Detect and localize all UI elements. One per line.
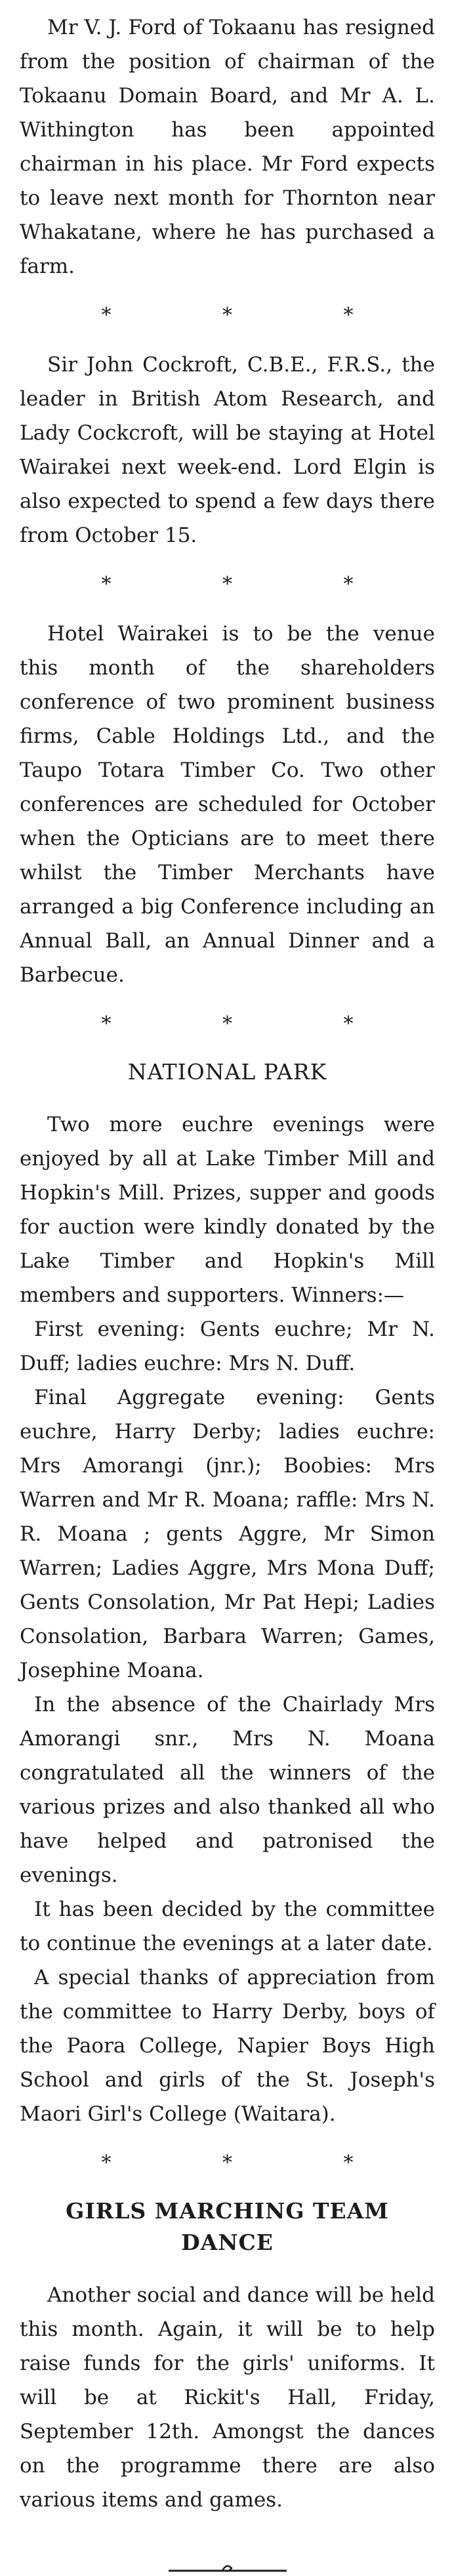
paragraph-special-thanks: A special thanks of appreciation from the committee to Harry Derby, boys of the Paora College, Napier Boys High School and girls of the St. Joseph's Maori Girl's College (Waitara).	[20, 1966, 435, 2126]
heading-line: GIRLS MARCHING TEAM	[66, 2198, 389, 2224]
star-separator: * * *	[101, 573, 406, 596]
paragraph-cockcroft-visit: Sir John Cockroft, C.B.E., F.R.S., the leader in British Atom Research, and Lady Cockcroft, will be staying at Hotel Wairakei next week-end. Lord Elgin is also expected to spend a few days there from October 15.	[20, 353, 435, 547]
end-rule-ornament	[162, 2556, 293, 2576]
paragraph-final-aggregate: Final Aggregate evening: Gents euchre, Harry Derby; ladies euchre: Mrs Amorangi (jnr.); Boobies: Mrs Warren and Mr R. Moana; raffle: Mrs N. R. Moana ; gents Aggre, Mr Simon Warren; Ladies Aggre, Mrs Mona Duff; Gents Consolation, Mr Pat Hepi; Ladies Consolation, Barbara Warren; Games, Josephine Moana.	[20, 1386, 435, 1682]
star-separator: * * *	[101, 2151, 406, 2174]
heading-national-park: NATIONAL PARK	[127, 1059, 327, 1085]
paragraph-social-dance: Another social and dance will be held this month. Again, it will be to help raise funds for the girls' uniforms. It will be at Rickit's Hall, Friday, September 12th. Amongst the dances on the programme there are also various items and games.	[20, 2283, 435, 2512]
heading-line: DANCE	[181, 2230, 274, 2255]
paragraph-ford-resignation: Mr V. J. Ford of Tokaanu has resigned from the position of chairman of the Tokaanu Domain Board, and Mr A. L. Withington has been appointed chairman in his place. Mr Ford expects to leave next month for Thornton near Whakatane, where he has purchased a farm.	[20, 16, 435, 278]
paragraph-continue-evenings: It has been decided by the committee to continue the evenings at a later date.	[20, 1898, 435, 1955]
star-separator: * * *	[101, 1012, 406, 1035]
paragraph-hotel-wairakei-conferences: Hotel Wairakei is to be the venue this month of the shareholders conference of two prominent business firms, Cable Holdings Ltd., and the Taupo Totara Timber Co. Two other conferences are scheduled for October when the Opticians are to meet there whilst the Timber Merchants have arranged a big Conference including an Annual Ball, an Annual Dinner and a Barbecue.	[20, 622, 435, 987]
paragraph-chairlady-thanks: In the absence of the Chairlady Mrs Amorangi snr., Mrs N. Moana congratulated all the winners of the various prizes and also thanked all who have helped and patronised the evenings.	[20, 1693, 435, 1887]
paragraph-euchre-evenings: Two more euchre evenings were enjoyed by all at Lake Timber Mill and Hopkin's Mill. Prizes, supper and goods for auction were kindly donated by the Lake Timber and Hopkin's Mill members and supporters. Winners:—	[20, 1113, 435, 1307]
star-separator: * * *	[101, 304, 406, 327]
heading-girls-marching-team-dance	[20, 2195, 435, 2258]
paragraph-first-evening: First evening: Gents euchre; Mr N. Duff; ladies euchre: Mrs N. Duff.	[20, 1318, 435, 1375]
